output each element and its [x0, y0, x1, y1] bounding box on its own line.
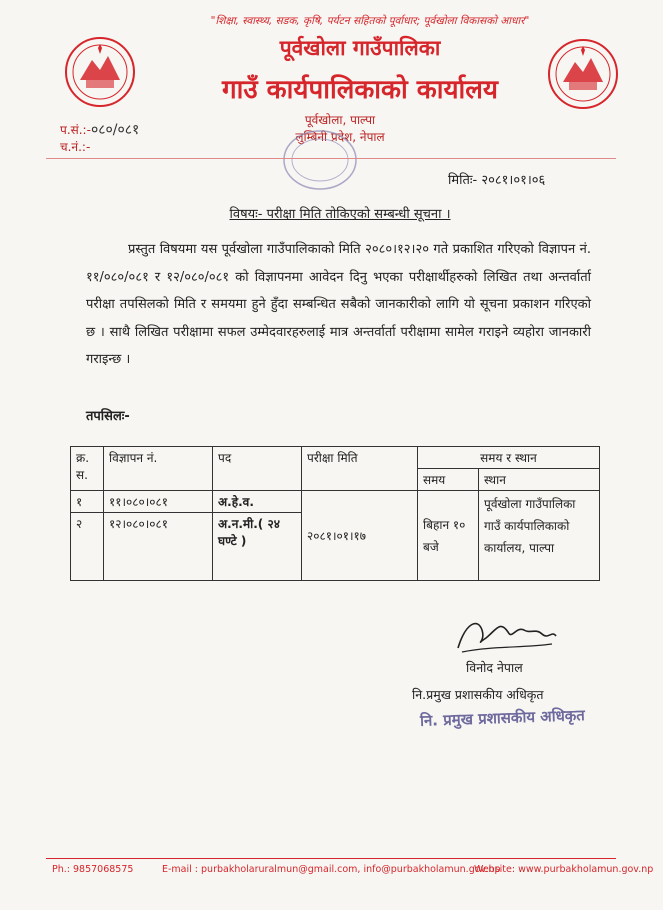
- signer-title: नि.प्रमुख प्रशासकीय अधिकृत: [412, 687, 544, 702]
- details-label: तपसिलः-: [86, 409, 130, 424]
- col-sn: क्र. स.: [71, 447, 104, 491]
- table-row: [71, 491, 600, 513]
- footer-website: Website: www.purbakholamun.gov.np: [474, 864, 654, 875]
- col-time: समय: [418, 469, 479, 491]
- place-line: पूर्वखोला, पाल्पा: [304, 113, 376, 127]
- row-post: अ.न.मी.( २४ घण्टे ): [213, 513, 302, 581]
- issue-date: मितिः- २०८१।०१।०६: [448, 173, 546, 188]
- exam-date-cell: २०८१।०१।१७: [302, 491, 418, 581]
- footer-divider: [46, 858, 616, 859]
- office-name: गाउँ कार्यपालिकाको कार्यालय: [222, 75, 498, 105]
- table-header-row: [71, 447, 600, 469]
- footer-email: E-mail : purbakholaruralmun@gmail.com, info@purbakholamun.gov.np: [162, 864, 501, 875]
- col-exam-date: परीक्षा मिति: [302, 447, 418, 491]
- designation-stamp: नि. प्रमुख प्रशासकीय अधिकृत: [419, 706, 586, 730]
- row-ad-no: ११।०८०।०८१: [104, 491, 213, 513]
- subject-line: विषयः- परीक्षा मिति तोकिएको सम्बन्धी सूचना ।: [229, 207, 451, 222]
- patra-label: प.सं.:-: [60, 123, 91, 137]
- chalani-number: च.नं.:-: [60, 140, 91, 154]
- col-post: पद: [213, 447, 302, 491]
- col-place: स्थान: [479, 469, 600, 491]
- row-sn: १: [71, 491, 104, 513]
- exam-place-cell: पूर्वखोला गाउँपालिका गाउँ कार्यपालिकाको कार्यालय, पाल्पा: [479, 491, 600, 581]
- row-sn: २: [71, 513, 104, 581]
- notice-paragraph: प्रस्तुत विषयमा यस पूर्वखोला गाउँपालिकाको मिति २०८०।१२।२० गते प्रकाशित गरिएको विज्ञापन नं. ११/०८०/०८१ र १२/०८०/०८१ को विज्ञापनमा आवेदन दिनु भएका परीक्षार्थीहरुको लिखित तथा अन्तर्वार्ता परीक्षा तपसिलको मिति र समयमा हुने हुँदा सम्बन्धित सबैको जानकारीको लागि यो सूचना प्रकाशन गरिएको छ । साथै लिखित परीक्षामा सफल उम्मेदवारहरुलाई मात्र अन्तर्वार्ता परीक्षामा सामेल गराइने व्यहोरा जानकारी गराइन्छ ।: [86, 242, 591, 367]
- nepal-emblem-left-icon: [62, 34, 138, 110]
- handwritten-signature-icon: [452, 612, 562, 658]
- header-divider: [46, 158, 616, 159]
- signer-name: विनोद नेपाल: [466, 660, 523, 675]
- col-time-place: समय र स्थान: [418, 447, 600, 469]
- province-line: लुम्बिनी प्रदेश, नेपाल: [295, 130, 385, 144]
- patra-value: ०८०/०८१: [90, 122, 140, 138]
- exam-time-cell: बिहान १० बजे: [418, 491, 479, 581]
- motto: "शिक्षा, स्वास्थ्य, सडक, कृषि, पर्यटन सहितको पूर्वाधार; पूर्वखोला विकासको आधार": [210, 15, 530, 27]
- row-ad-no: १२।०८०।०८१: [104, 513, 213, 581]
- patra-sankhya: [60, 120, 139, 139]
- municipality-name: पूर्वखोला गाउँपालिका: [279, 36, 441, 60]
- notice-body: [86, 236, 591, 374]
- office-round-stamp-icon: [280, 128, 360, 192]
- col-ad-no: विज्ञापन नं.: [104, 447, 213, 491]
- row-post: अ.हे.व.: [213, 491, 302, 513]
- exam-schedule-table: [70, 446, 600, 581]
- footer-phone: Ph.: 9857068575: [52, 864, 134, 875]
